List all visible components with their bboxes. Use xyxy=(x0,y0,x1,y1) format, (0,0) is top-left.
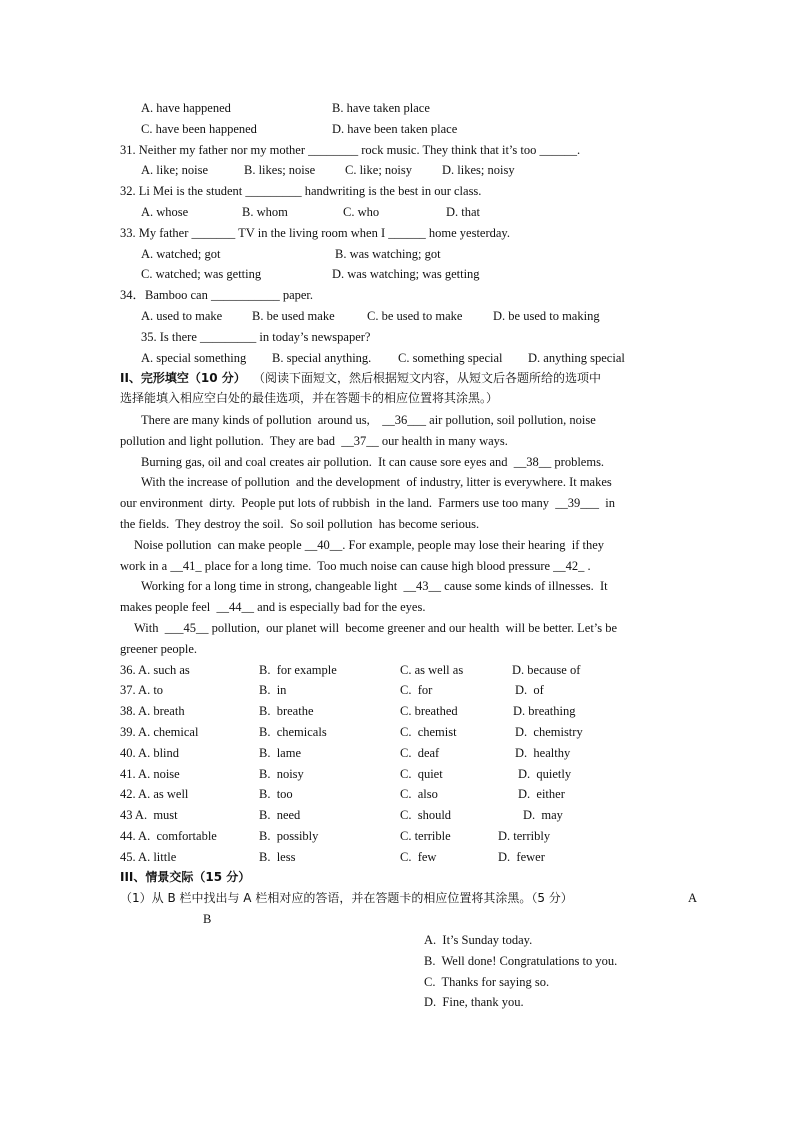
cloze-40-d: D. healthy xyxy=(515,746,571,760)
cloze-42-c: C. also xyxy=(400,787,438,801)
section-2-instruction-2: 选择能填入相应空白处的最佳选项，并在答题卡的相应位置将其涂黑。） xyxy=(120,391,499,405)
cloze-38-d: D. breathing xyxy=(513,704,576,718)
q34-option-d: D. be used to making xyxy=(493,309,600,323)
cloze-37-c: C. for xyxy=(400,683,433,697)
cloze-36-c: C. as well as xyxy=(400,663,464,677)
q35-option-d: D. anything special xyxy=(528,351,625,365)
passage-line-9: Working for a long time in strong, changeable light __43__ cause some kinds of illnesses. It xyxy=(141,579,608,593)
q35-option-c: C. something special xyxy=(398,351,503,365)
cloze-37-d: D. of xyxy=(515,683,544,697)
q35-stem: 35. Is there _________ in today’s newspaper? xyxy=(141,330,371,344)
cloze-41-a: 41. A. noise xyxy=(120,767,180,781)
cloze-40-b: B. lame xyxy=(259,746,302,760)
passage-line-11: With ___45__ pollution, our planet will become greener and our health will be better. Let’s be xyxy=(134,621,618,635)
passage-line-1: There are many kinds of pollution around us, __36___ air pollution, soil pollution, noise xyxy=(141,413,596,427)
cloze-39-b: B. chemicals xyxy=(259,725,327,739)
b-item-a: A. It’s Sunday today. xyxy=(424,933,533,947)
cloze-41-c: C. quiet xyxy=(400,767,443,781)
q30-option-b: B. have taken place xyxy=(332,101,430,115)
column-b-label: B xyxy=(203,912,212,926)
section-3-sub-instruction: （1）从 B 栏中找出与 A 栏相对应的答语，并在答题卡的相应位置将其涂黑。（5 分） xyxy=(120,891,573,905)
q32-option-a: A. whose xyxy=(141,205,189,219)
cloze-36-b: B. for example xyxy=(259,663,337,677)
cloze-41-b: B. noisy xyxy=(259,767,304,781)
passage-line-2: pollution and light pollution. They are bad __37__ our health in many ways. xyxy=(120,434,508,448)
cloze-44-a: 44. A. comfortable xyxy=(120,829,217,843)
cloze-43-a: 43 A. must xyxy=(120,808,178,822)
q33-option-a: A. watched; got xyxy=(141,247,221,261)
cloze-43-b: B. need xyxy=(259,808,301,822)
q35-option-b: B. special anything. xyxy=(272,351,372,365)
b-item-b: B. Well done! Congratulations to you. xyxy=(424,954,618,968)
cloze-39-c: C. chemist xyxy=(400,725,457,739)
q32-option-d: D. that xyxy=(446,205,481,219)
cloze-45-d: D. fewer xyxy=(498,850,545,864)
cloze-37-b: B. in xyxy=(259,683,287,697)
passage-line-7: Noise pollution can make people __40__. For example, people may lose their hearing if they xyxy=(134,538,605,552)
q30-option-a: A. have happened xyxy=(141,101,231,115)
q34-option-c: C. be used to make xyxy=(367,309,463,323)
passage-line-4: With the increase of pollution and the development of industry, litter is everywhere. It makes xyxy=(141,475,612,489)
q33-stem: 33. My father _______ TV in the living room when I ______ home yesterday. xyxy=(120,226,510,240)
section-2-instruction-1: （阅读下面短文，然后根据短文内容，从短文后各题所给的选项中 xyxy=(253,371,602,385)
cloze-39-d: D. chemistry xyxy=(515,725,583,739)
cloze-38-c: C. breathed xyxy=(400,704,458,718)
q31-option-c: C. like; noisy xyxy=(345,163,413,177)
cloze-45-c: C. few xyxy=(400,850,437,864)
passage-line-5: our environment dirty. People put lots of rubbish in the land. Farmers use too many __39___ in xyxy=(120,496,615,510)
q31-option-b: B. likes; noise xyxy=(244,163,316,177)
q33-option-d: D. was watching; was getting xyxy=(332,267,480,281)
cloze-40-a: 40. A. blind xyxy=(120,746,180,760)
column-a-label: A xyxy=(688,891,698,905)
cloze-42-d: D. either xyxy=(518,787,565,801)
passage-line-10: makes people feel __44__ and is especially bad for the eyes. xyxy=(120,600,426,614)
b-item-d: D. Fine, thank you. xyxy=(424,995,524,1009)
cloze-44-d: D. terribly xyxy=(498,829,551,843)
passage-line-12: greener people. xyxy=(120,642,198,656)
q30-option-d: D. have been taken place xyxy=(332,122,458,136)
q31-stem: 31. Neither my father nor my mother ________ rock music. They think that it’s too ______. xyxy=(120,143,581,157)
cloze-37-a: 37. A. to xyxy=(120,683,164,697)
cloze-39-a: 39. A. chemical xyxy=(120,725,199,739)
q32-option-b: B. whom xyxy=(242,205,288,219)
q30-option-c: C. have been happened xyxy=(141,122,257,136)
cloze-41-d: D. quietly xyxy=(518,767,572,781)
section-2-title: II、完形填空（10 分） xyxy=(120,371,246,385)
q31-option-a: A. like; noise xyxy=(141,163,209,177)
cloze-36-a: 36. A. such as xyxy=(120,663,190,677)
passage-line-8: work in a __41_ place for a long time. Too much noise can cause high blood pressure __42_ . xyxy=(120,559,591,573)
section-3-title: III、情景交际（15 分） xyxy=(120,870,251,884)
cloze-43-c: C. should xyxy=(400,808,452,822)
q34-option-b: B. be used make xyxy=(252,309,335,323)
b-item-c: C. Thanks for saying so. xyxy=(424,975,550,989)
q35-option-a: A. special something xyxy=(141,351,247,365)
q32-option-c: C. who xyxy=(343,205,380,219)
cloze-38-b: B. breathe xyxy=(259,704,314,718)
cloze-38-a: 38. A. breath xyxy=(120,704,185,718)
cloze-45-a: 45. A. little xyxy=(120,850,177,864)
cloze-44-c: C. terrible xyxy=(400,829,451,843)
cloze-42-b: B. too xyxy=(259,787,293,801)
cloze-44-b: B. possibly xyxy=(259,829,319,843)
q34-stem: 34．Bamboo can ___________ paper. xyxy=(120,288,314,302)
cloze-40-c: C. deaf xyxy=(400,746,440,760)
cloze-36-d: D. because of xyxy=(512,663,581,677)
cloze-43-d: D. may xyxy=(523,808,563,822)
q32-stem: 32. Li Mei is the student _________ handwriting is the best in our class. xyxy=(120,184,482,198)
q33-option-b: B. was watching; got xyxy=(335,247,441,261)
passage-line-3: Burning gas, oil and coal creates air pollution. It can cause sore eyes and __38__ problems. xyxy=(141,455,605,469)
q33-option-c: C. watched; was getting xyxy=(141,267,262,281)
q31-option-d: D. likes; noisy xyxy=(442,163,515,177)
cloze-45-b: B. less xyxy=(259,850,296,864)
cloze-42-a: 42. A. as well xyxy=(120,787,189,801)
passage-line-6: the fields. They destroy the soil. So soil pollution has become serious. xyxy=(120,517,480,531)
q34-option-a: A. used to make xyxy=(141,309,223,323)
